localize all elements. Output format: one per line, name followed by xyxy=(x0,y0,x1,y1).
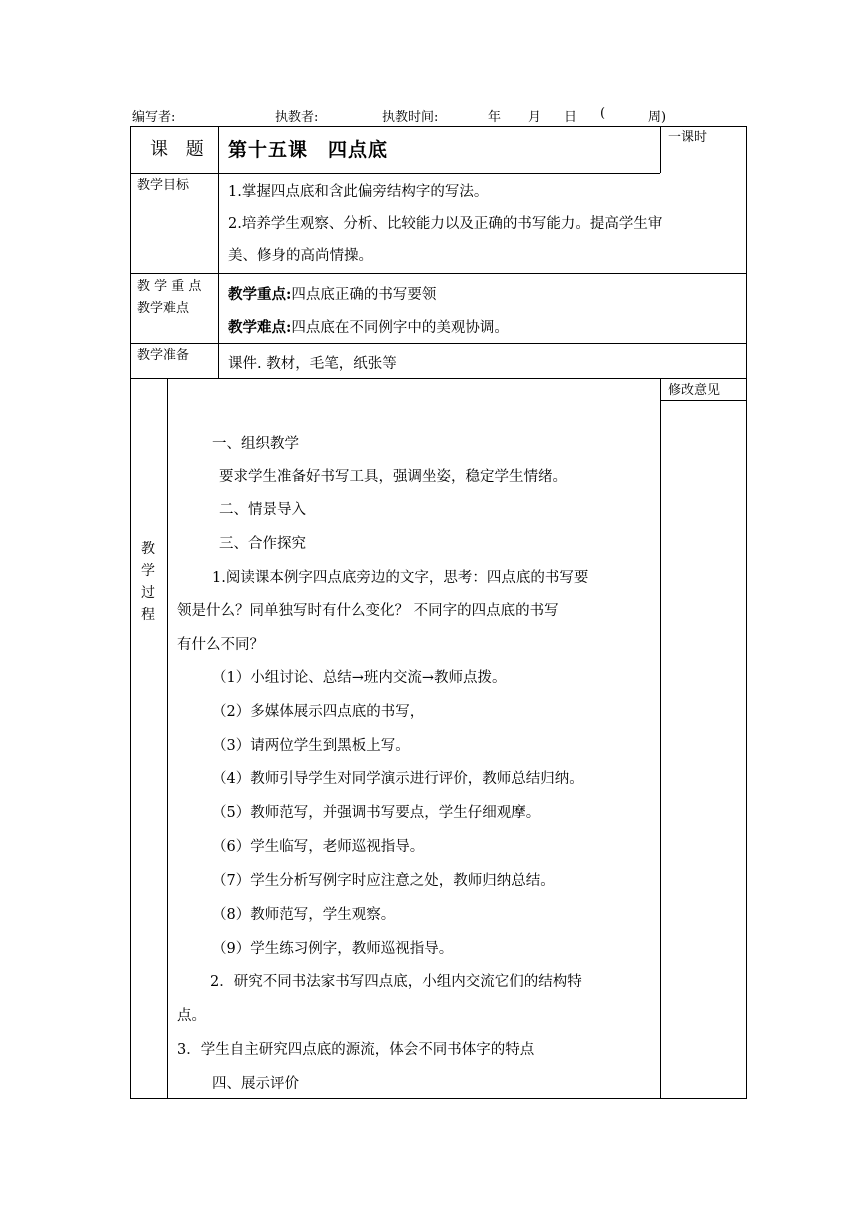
process-line: （5）教师范写，并强调书写要点，学生仔细观摩。 xyxy=(212,805,541,821)
process-line: 2．研究不同书法家书写四点底，小组内交流它们的结构特 xyxy=(210,974,582,990)
process-line: 领是什么？同单独写时有什么变化？ 不同字的四点底的书写 xyxy=(177,603,559,619)
process-label-char: 学 xyxy=(141,563,155,579)
process-label-char: 过 xyxy=(141,585,155,601)
process-line: 有什么不同？ xyxy=(177,637,264,653)
day-label: 日 xyxy=(564,110,578,125)
process-line: （9）学生练习例字，教师巡视指导。 xyxy=(212,941,454,957)
focus-label: 教学重点: xyxy=(228,286,292,303)
goal-line: 1.掌握四点底和含此偏旁结构字的写法。 xyxy=(228,184,489,200)
column-divider xyxy=(660,378,661,1099)
difficulty-text: 四点底在不同例字中的美观协调。 xyxy=(291,320,509,336)
week-open-paren: ( xyxy=(600,106,606,121)
row-divider xyxy=(130,343,747,344)
process-label-char: 程 xyxy=(141,607,155,623)
process-line: （2）多媒体展示四点底的书写， xyxy=(212,704,425,720)
revision-label: 修改意见 xyxy=(668,383,721,398)
goal-line: 美、修身的高尚情操。 xyxy=(228,248,373,264)
process-line: 1.阅读课本例字四点底旁边的文字，思考：四点底的书写要 xyxy=(212,570,589,586)
teacher-label: 执教者: xyxy=(275,110,319,125)
process-line: 一、组织教学 xyxy=(212,436,299,452)
month-label: 月 xyxy=(528,110,542,125)
process-line: （7）学生分析写例字时应注意之处，教师归纳总结。 xyxy=(212,873,555,889)
process-line: （8）教师范写，学生观察。 xyxy=(212,907,396,923)
difficulty-label: 教学难点 xyxy=(137,301,190,316)
prep-label: 教学准备 xyxy=(137,348,190,363)
process-label-char: 教 xyxy=(141,541,155,557)
focus-text: 四点底正确的书写要领 xyxy=(291,287,437,303)
process-line: 点。 xyxy=(177,1008,206,1024)
week-label: 周) xyxy=(648,110,667,125)
process-line: 二、情景导入 xyxy=(219,502,306,518)
column-divider xyxy=(167,378,168,1099)
page-title: 第十五课 四点底 xyxy=(228,139,389,161)
process-line: （4）教师引导学生对同学演示进行评价，教师总结归纳。 xyxy=(212,771,584,787)
process-line: 三、合作探究 xyxy=(219,536,306,552)
process-line: （6）学生临写，老师巡视指导。 xyxy=(212,839,425,855)
row-divider xyxy=(130,378,747,379)
process-line: 要求学生准备好书写工具，强调坐姿，稳定学生情绪。 xyxy=(219,469,567,485)
difficulty-line xyxy=(228,316,509,337)
key-point-label: 教 学 重 点 xyxy=(137,279,202,294)
column-divider xyxy=(218,126,219,378)
year-label: 年 xyxy=(488,110,502,125)
column-divider xyxy=(660,126,661,173)
row-divider xyxy=(130,273,747,274)
goals-label: 教学目标 xyxy=(137,178,190,193)
row-divider xyxy=(130,173,660,174)
time-label: 执教时间: xyxy=(382,110,439,125)
lesson-hours: 一课时 xyxy=(668,130,708,145)
process-line: 3．学生自主研究四点底的源流，体会不同书体字的特点 xyxy=(177,1042,535,1058)
process-line: （3）请两位学生到黑板上写。 xyxy=(212,738,410,754)
process-line: （1）小组讨论、总结→班内交流→教师点拨。 xyxy=(212,670,507,686)
process-line: 四、展示评价 xyxy=(212,1076,299,1092)
prep-text: 课件. 教材，毛笔，纸张等 xyxy=(228,356,397,372)
goal-line: 2.培养学生观察、分析、比较能力以及正确的书写能力。提高学生审 xyxy=(228,216,663,232)
focus-line xyxy=(228,283,436,304)
title-label: 课 题 xyxy=(150,139,210,160)
author-label: 编写者: xyxy=(132,110,176,125)
difficulty-title: 教学难点: xyxy=(228,319,292,336)
